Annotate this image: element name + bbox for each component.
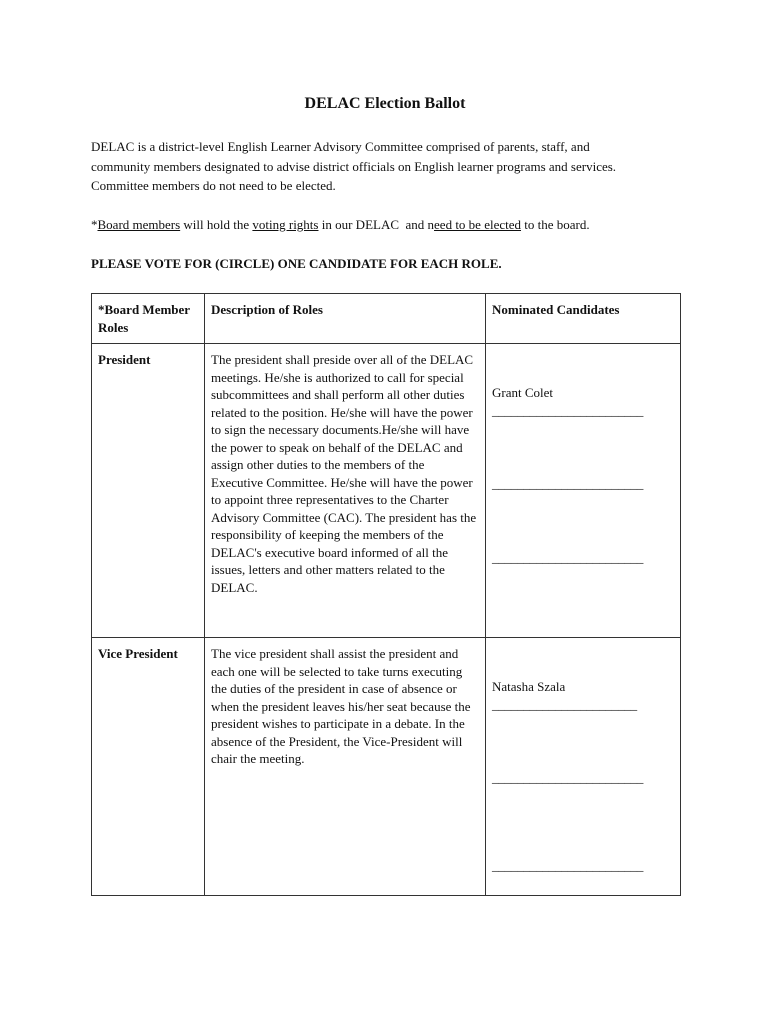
candidate-option[interactable]: Grant Colet	[492, 385, 554, 400]
header-role: *Board Member Roles	[92, 294, 205, 344]
intro-paragraph	[91, 137, 681, 196]
intro-line-3: Committee members do not need to be elected.	[91, 178, 336, 193]
write-in-line[interactable]: ________________________	[492, 770, 644, 785]
write-in-line[interactable]: ________________________	[492, 549, 644, 565]
rights-asterisk: *	[91, 217, 98, 232]
rights-board-members: Board members	[97, 217, 181, 232]
header-description: Description of Roles	[205, 294, 486, 344]
write-in-line[interactable]: _______________________	[492, 696, 637, 712]
rights-need-elected: eed to be elected	[434, 217, 522, 232]
table-row	[92, 344, 681, 638]
intro-line-2: community members designated to advise district officials on English learner programs and services.	[91, 158, 617, 174]
description-president: The president shall preside over all of the DELAC meetings. He/she is authorized to call for special subcommittees and shall perform all other duties related to the position. He/she will have the power to sign the necessary documents.He/she will have the power to speak on behalf of the DELAC and assign other duties to the members of the Executive Committee. He/she will have the power to appoint three representatives to the Charter Advisory Committee (CAC). The president has the responsibility of keeping the members of the DELAC's executive board informed of all the issues, letters and other matters related to the DELAC.	[205, 344, 486, 638]
write-in-line[interactable]: ________________________	[492, 402, 644, 418]
write-in-line[interactable]: ________________________	[492, 476, 644, 491]
table-row	[92, 638, 681, 896]
rights-text-1: will hold the	[180, 217, 253, 232]
candidates-vice-president	[486, 638, 681, 896]
ballot-table	[91, 293, 681, 896]
candidate-option[interactable]: Natasha Szala	[492, 679, 566, 694]
write-in-line[interactable]: ________________________	[492, 857, 644, 873]
rights-voting-rights: voting rights	[252, 217, 319, 232]
vote-instruction: PLEASE VOTE FOR (CIRCLE) ONE CANDIDATE FOR EACH ROLE.	[91, 256, 502, 271]
rights-text-3: to the board.	[521, 217, 590, 232]
intro-line-1: DELAC is a district-level English Learner Advisory Committee comprised of parents, staff, and	[91, 139, 590, 154]
table-header-row	[92, 294, 681, 344]
role-vice-president: Vice President	[92, 638, 205, 896]
candidates-president	[486, 344, 681, 638]
rights-text-2: in our DELAC and n	[318, 217, 435, 232]
header-candidates: Nominated Candidates	[486, 294, 681, 344]
description-vice-president: The vice president shall assist the president and each one will be selected to take turns executing the duties of the president in case of absence or when the president leaves his/her seat because the president wishes to participate in a debate. In the absence of the President, the Vice-President will chair the meeting.	[205, 638, 486, 896]
role-president: President	[92, 344, 205, 638]
voting-rights-note	[91, 215, 681, 234]
page-title: DELAC Election Ballot	[304, 95, 466, 112]
